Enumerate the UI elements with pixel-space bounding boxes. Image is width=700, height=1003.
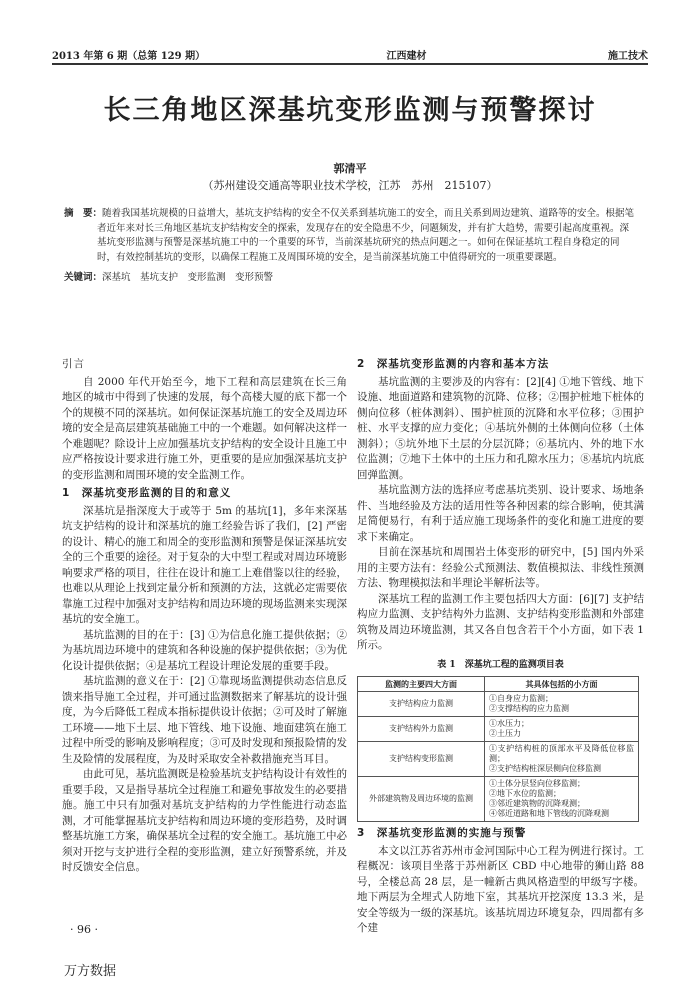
section-3-paragraph-1: 本文以江苏省苏州市金河国际中心工程为例进行探讨。工程概况：该项目坐落于苏州新区 CBD 中心地带的狮山路 88 号，全楼总高 28 层，是一幢新古典风格造型的甲级写字楼。地下两层为全埋式人防地下室，其基坑开挖深度 13.3 米，是安全等级为一级的深基坑。该基坑周边环境复杂，四周都有多个建 — [357, 844, 644, 934]
table-row — [358, 777, 639, 822]
table-group-cell: 支护结构外力监测 — [358, 717, 485, 742]
table-row — [358, 717, 639, 742]
table-item: ②支撑结构的应力监测 — [489, 704, 569, 713]
section-2-paragraph-1: 基坑监测的主要涉及的内容有：[2][4] ①地下管线、地下设施、地面道路和建筑物的沉降、位移；②围护桩地下桩体的侧向位移（桩体测斜）、围护桩顶的沉降和水平位移；③围护桩、水平支撑的应力变化；④基坑外侧的土体侧向位移（土体测斜）；⑤坑外地下土层的分层沉降；⑥基坑内、外的地下水位监测；⑦地下土体中的土压力和孔隙水压力；⑧基坑内坑底回弹监测。 — [357, 375, 644, 481]
header-section: 施工技术 — [607, 51, 648, 62]
monitoring-table — [357, 676, 639, 822]
section-3-heading: 3 深基坑变形监测的实施与预警 — [357, 827, 527, 839]
header-issue: 2013 年第 6 期（总第 129 期） — [52, 51, 206, 62]
page-number: · 96 · — [70, 923, 98, 936]
table-group-cell: 支护结构应力监测 — [358, 692, 485, 717]
table-row — [358, 692, 639, 717]
table-group-cell: 支护结构变形监测 — [358, 742, 485, 777]
section-1-paragraph-3: 基坑监测的意义在于：[2] ①靠现场监测提供动态信息反馈来指导施工全过程，并可通过监测数据来了解基坑的设计强度，为今后降低工程成本指标提供设计依据；②可及时了解施工环境——地下土层、地下管线、地下设施、地面建筑在施工过程中所受的影响及影响程度；③可及时发现和预报险情的发生及险情的发展程度，为及时采取安全补救措施充当耳目。 — [62, 675, 347, 765]
running-header — [52, 44, 648, 62]
table-items-cell — [485, 742, 639, 777]
abstract-block — [64, 207, 638, 286]
table-item: ①支护结构桩的顶部水平及降低位移监测； — [489, 744, 634, 763]
table-item: ①土体分层竖向位移监测； — [489, 779, 585, 788]
section-2-paragraph-3: 目前在深基坑和周围岩土体变形的研究中，[5] 国内外采用的主要方法有：经验公式预测法、数值模拟法、非线性预测方法、物理模拟法和半理论半解析法等。 — [357, 546, 644, 589]
affiliation: （苏州建设交通高等职业技术学校，江苏 苏州 215107） — [202, 179, 498, 192]
table-item: ③邻近建筑物的沉降观测； — [489, 799, 585, 808]
footer-watermark: 万方数据 — [64, 964, 117, 979]
table-row — [358, 742, 639, 777]
keywords — [64, 271, 638, 286]
keywords-text: 深基坑 基坑支护 变形监测 变形预警 — [102, 272, 274, 283]
abstract-label: 摘 要： — [64, 208, 103, 219]
table-caption: 表 1 深基坑工程的监测项目表 — [437, 659, 564, 670]
table-item: ②支护结构桩深层侧向位移监测 — [489, 764, 601, 773]
left-column — [62, 354, 347, 876]
table-item: ②土压力 — [489, 729, 521, 738]
table-item: ①水压力； — [489, 719, 529, 728]
table-item: ①自身应力监测； — [489, 694, 553, 703]
section-2-paragraph-4: 深基坑工程的监测工作主要包括四大方面：[6][7] 支护结构应力监测、支护结构外力监测、支护结构变形监测和外部建筑物及周边环境监测，其又各自包含若干个小方面，如下表 1 所示。 — [357, 592, 644, 651]
section-1-heading: 1 深基坑变形监测的目的和意义 — [62, 487, 232, 499]
table-items-cell — [485, 777, 639, 822]
author: 郭清平 — [333, 162, 367, 175]
header-rule — [52, 63, 648, 65]
table-header-row — [358, 677, 639, 692]
table-items-cell — [485, 717, 639, 742]
section-1-paragraph-2: 基坑监测的目的在于：[3] ①为信息化施工提供依据；②为基坑周边环境中的建筑和各种设施的保护提供依据；③为优化设计提供依据；④是基坑工程设计理论发展的重要手段。 — [62, 628, 347, 672]
intro-heading: 引言 — [62, 358, 85, 370]
table-item: ②地下水位的监测； — [489, 789, 561, 798]
intro-paragraph: 自 2000 年代开始至今，地下工程和高层建筑在长三角地区的城市中得到了快速的发展，每个高楼大厦的底下都一个个的规模不同的深基坑。如何保证深基坑施工的安全及周边环境的安全是高层建筑基础施工中的一个难题。如何解决这样一个难题呢？除设计上应加强基坑支护结构的安全设计且施工中应严格按设计要求进行施工外，更重要的是应加强深基坑支护的变形监测和周围环境的安全监测工作。 — [62, 375, 347, 481]
section-2-paragraph-2: 基坑监测方法的选择应考虑基坑类别、设计要求、场地条件、当地经验及方法的适用性等各种因素的综合影响，使其满足简便易行，有利于适应施工现场条件的变化和施工进度的要求下来确定。 — [357, 484, 644, 543]
right-column — [357, 354, 644, 937]
table-header-cell: 其具体包括的小方面 — [485, 677, 639, 692]
header-journal: 江西建材 — [386, 51, 427, 62]
abstract-text: 随着我国基坑规模的日益增大，基坑支护结构的安全不仅关系到基坑施工的安全，而且关系到周边建筑、道路等的安全。根据笔者近年来对长三角地区基坑支护结构安全的探索，发现存在的安全隐患不少，问题频发，并有扩大趋势，需要引起高度重视。深基坑变形监测与预警是深基坑施工中的一个重要的环节，当前深基坑研究的热点问题之一。如何在保证基坑工程自身稳定的同时，有效控制基坑的变形，以确保工程施工及周围环境的安全，是当前深基坑施工中值得研究的一项重要课题。 — [97, 208, 635, 263]
table-group-cell: 外部建筑物及周边环境的监测 — [358, 777, 485, 822]
table-item: ④邻近道路和地下管线的沉降观测 — [489, 809, 609, 818]
paper-title: 长三角地区深基坑变形监测与预警探讨 — [103, 95, 597, 126]
table-items-cell — [485, 692, 639, 717]
keywords-label: 关键词： — [64, 272, 103, 283]
section-2-heading: 2 深基坑变形监测的内容和基本方法 — [357, 358, 550, 370]
table-header-cell: 监测的主要四大方面 — [358, 677, 485, 692]
section-1-paragraph-4: 由此可见，基坑监测既是检验基坑支护结构设计有效性的重要手段，又是指导基坑全过程施工和避免事故发生的必要措施。施工中只有加强对基坑支护结构的力学性能进行动态监测，才可能掌握基坑支护结构和周边环境的变形趋势，及时调整基坑施工方案，确保基坑全过程的安全施工。基坑施工中必须对开挖与支护进行全程的变形监测，建立好预警系统，并及时反馈安全信息。 — [62, 768, 347, 873]
section-1-paragraph-1: 深基坑是指深度大于或等于 5m 的基坑[1]，多年来深基坑支护结构的设计和深基坑的施工经验告诉了我们，[2] 严密的设计、精心的施工和周全的变形监测和预警是保证深基坑安全的三个重要的途径。对于复杂的大中型工程或对周边环境影响要求严格的项目，往往在设计和施工上难借鉴以往的经验，也难以从理论上找到定量分析和预测的方法，这就必定需要依靠施工过程中加强对支护结构和周边环境的现场监测来实现深基坑的安全施工。 — [62, 504, 347, 625]
abstract — [64, 207, 638, 265]
